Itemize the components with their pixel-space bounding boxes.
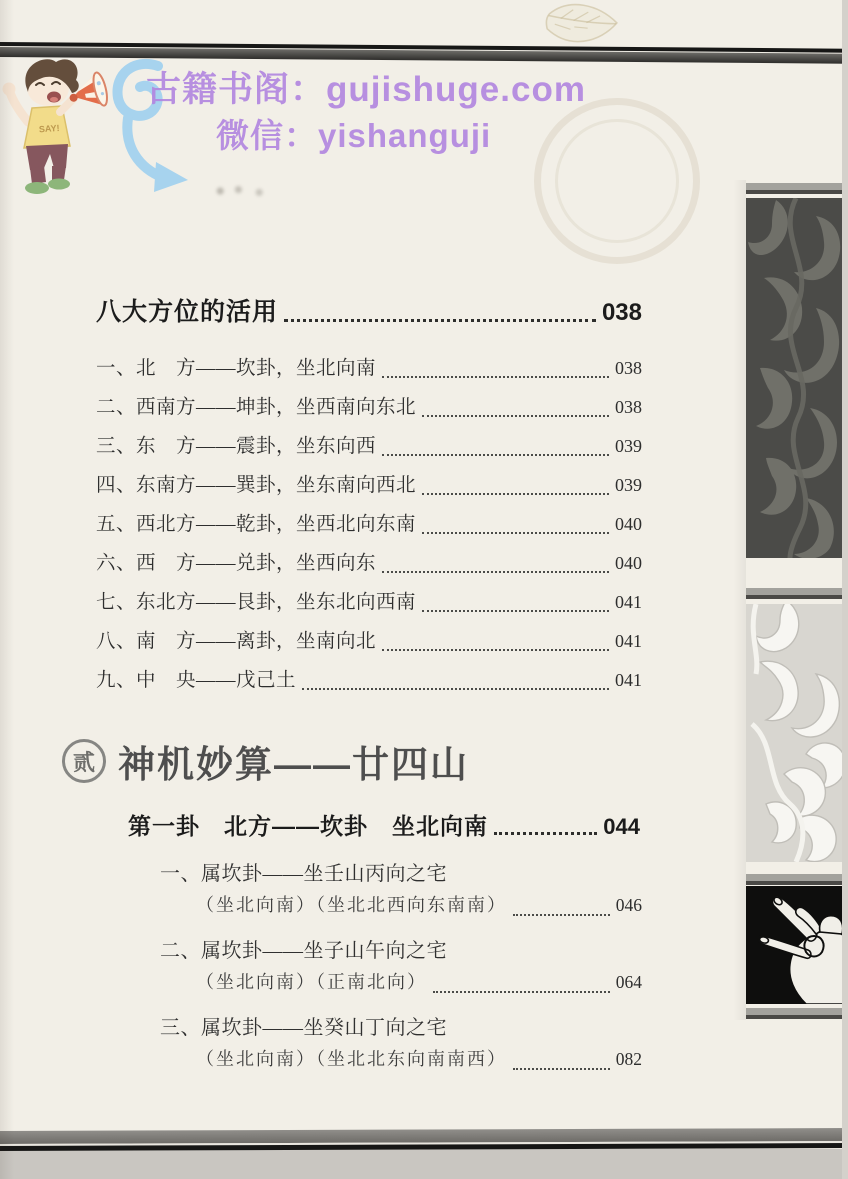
page-edge-strip xyxy=(842,0,848,1179)
watermark-line1: 古籍书阁：gujishuge.com xyxy=(146,70,586,109)
toc-entry-label: 五、西北方——乾卦，坐西北向东南 xyxy=(96,514,417,535)
toc-entry xyxy=(96,383,642,422)
toc-entry-page: 040 xyxy=(615,553,642,573)
badge-character: 贰 xyxy=(72,749,95,775)
toc-entry-label: 六、西 方——兑卦，坐西向东 xyxy=(96,553,377,574)
section2-heading xyxy=(62,734,642,788)
dot-leader xyxy=(422,610,609,612)
toc-entry-page: 039 xyxy=(615,475,642,495)
svg-text:SAY!: SAY! xyxy=(38,122,60,135)
bottom-rule xyxy=(0,1128,848,1151)
toc-entry-page: 039 xyxy=(615,436,642,456)
toc-entry-page: 041 xyxy=(615,631,642,651)
dot-leader xyxy=(422,493,609,495)
dark-floral-panel xyxy=(746,198,844,558)
light-floral-panel xyxy=(746,604,844,862)
toc-entry xyxy=(96,617,642,656)
toc-entry xyxy=(96,578,642,617)
first-gua-heading-row xyxy=(128,808,640,841)
toc-section-title: 八大方位的活用 xyxy=(96,298,279,326)
smudge-mark xyxy=(215,184,267,198)
toc-entry xyxy=(96,461,642,500)
sub-entry-page: 064 xyxy=(615,972,642,992)
toc-entry-page: 038 xyxy=(615,397,642,417)
sub-entry-detail: （坐北向南）（坐北北东向南南西） xyxy=(196,1049,507,1069)
toc-entry xyxy=(96,422,642,461)
toc-entry-label: 八、南 方——离卦，坐南向北 xyxy=(96,631,377,652)
toc-entry-page: 040 xyxy=(615,514,642,534)
sub-entries xyxy=(160,858,642,1075)
toc-entry-label: 七、东北方——艮卦，坐东北向西南 xyxy=(96,592,417,613)
toc-section-24-mountains xyxy=(62,734,642,1089)
sub-entry xyxy=(160,935,642,998)
first-gua-page: 044 xyxy=(603,814,640,839)
divider-bar xyxy=(746,588,844,599)
sub-entry-title: 三、属坎卦——坐癸山丁向之宅 xyxy=(160,1017,447,1039)
scan-bottom-margin xyxy=(0,1149,848,1179)
toc-entry-page: 041 xyxy=(615,592,642,612)
sub-entry xyxy=(160,858,642,921)
toc-section-directions xyxy=(96,292,642,695)
sub-entry-title: 二、属坎卦——坐子山午向之宅 xyxy=(160,940,447,962)
section-number-badge xyxy=(62,739,106,783)
page-gutter-shadow xyxy=(733,180,746,1020)
toc-section-page: 038 xyxy=(601,299,642,326)
toc-entry-label: 四、东南方——巽卦，坐东南向西北 xyxy=(96,475,417,496)
sub-entry-detail-row xyxy=(196,890,642,921)
dot-leader xyxy=(433,991,610,993)
toc-entry xyxy=(96,656,642,695)
toc-entry xyxy=(96,500,642,539)
watermark-line2: 微信：yishanguji xyxy=(216,117,492,154)
sub-entry-page: 046 xyxy=(615,895,642,915)
dot-leader xyxy=(494,832,597,835)
first-gua-label: 第一卦 北方——坎卦 坐北向南 xyxy=(128,813,488,839)
divider-bar xyxy=(746,183,844,194)
toc-items xyxy=(96,344,642,695)
dot-leader xyxy=(284,319,596,322)
divider-bar xyxy=(746,1008,844,1019)
dot-leader xyxy=(382,376,609,378)
sub-entry-detail-row xyxy=(196,967,642,998)
dot-leader xyxy=(382,454,609,456)
dot-leader xyxy=(302,688,609,690)
dot-leader xyxy=(422,415,609,417)
sub-entry-page: 082 xyxy=(615,1049,642,1069)
dot-leader xyxy=(382,571,609,573)
toc-entry xyxy=(96,539,642,578)
toc-entry-page: 041 xyxy=(615,670,642,690)
sub-entry-detail: （坐北向南）（正南北向） xyxy=(196,972,427,992)
toc-entry-label: 二、西南方——坤卦，坐西南向东北 xyxy=(96,397,417,418)
toc-entry-page: 038 xyxy=(615,358,642,378)
sub-entry-title: 一、属坎卦——坐壬山丙向之宅 xyxy=(160,863,447,885)
faint-seal-stamp xyxy=(534,98,700,264)
toc-entry-label: 三、东 方——震卦，坐东向西 xyxy=(96,436,377,457)
divider-bar xyxy=(746,874,844,885)
dot-leader xyxy=(422,532,609,534)
toc-header-row xyxy=(96,292,642,328)
section2-title: 神机妙算——廿四山 xyxy=(118,744,469,785)
dot-leader xyxy=(382,649,609,651)
toc-entry xyxy=(96,344,642,383)
dot-leader xyxy=(513,914,610,916)
dot-leader xyxy=(513,1068,610,1070)
sub-entry-detail: （坐北向南）（坐北北西向东南南） xyxy=(196,895,507,915)
toc-entry-label: 一、北 方——坎卦，坐北向南 xyxy=(96,358,377,379)
toc-entry-label: 九、中 央——戊己土 xyxy=(96,670,297,691)
sub-entry-detail-row xyxy=(196,1044,642,1075)
buddha-hand-panel xyxy=(746,886,844,1004)
sub-entry xyxy=(160,1012,642,1075)
